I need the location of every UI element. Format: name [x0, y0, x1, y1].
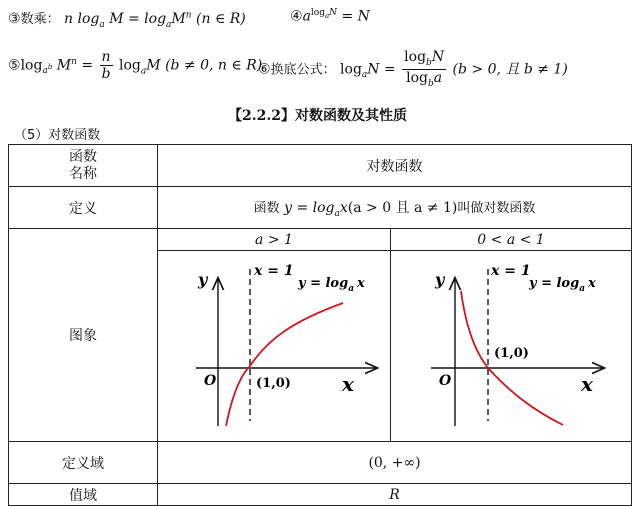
row-label-domain: 定义域	[9, 442, 158, 484]
graph-left	[158, 251, 390, 437]
table-row	[9, 145, 632, 187]
function-label: $y = \log_a x$	[298, 276, 365, 294]
row-label-range: 值域	[9, 484, 158, 506]
log-function-table	[8, 144, 632, 506]
formula-number: ③	[8, 11, 21, 27]
fraction: $\frac{n}{b}$	[101, 49, 111, 82]
origin-label: O	[204, 373, 217, 389]
definition-value: 函数 $y = \log_ax(a > 0$ 且 a ≠ 1)叫做对数函数	[158, 187, 632, 229]
table-row	[9, 484, 632, 506]
function-name-value: 对数函数	[158, 145, 632, 187]
vline-label: x = 1	[491, 263, 531, 279]
case-a-greater-1: a > 1	[158, 229, 391, 251]
formula-label: 数乘：	[20, 12, 60, 27]
point-label: (1,0)	[256, 376, 291, 391]
formula-3: ③数乘： n $\log_a M = \log_aM^n$ (n ∈ R)	[8, 10, 246, 30]
x-label: x	[342, 372, 354, 396]
table-row	[9, 229, 632, 251]
section-heading: 【2.2.2】对数函数及其性质	[228, 108, 407, 124]
vline-label: x = 1	[254, 263, 294, 279]
formula-6: ⑥换底公式： $\log_aN$ = $\frac{\log_bN}{\log_ba}$ (b > 0, 且 b ≠ 1)	[258, 49, 568, 89]
formula-5: $⑤\log_{a^b}$ $M^n$ = $\frac{n}{b}$ $\log_aM$ (b ≠ 0, n ∈ R)	[8, 49, 263, 82]
point-label: (1,0)	[494, 346, 529, 361]
case-a-between-0-1: 0 < a < 1	[391, 229, 632, 251]
table-row	[9, 187, 632, 229]
y-label: y	[435, 270, 445, 289]
table-caption: （5）对数函数	[14, 128, 101, 143]
y-label: y	[198, 270, 208, 289]
row-label-function-name: 函数 名称	[9, 145, 158, 187]
function-label: $y = \log_a x$	[529, 276, 596, 294]
x-label: x	[581, 372, 593, 396]
domain-value: (0, +∞)	[158, 442, 632, 484]
row-label-definition: 定义	[9, 187, 158, 229]
log-curve-increasing	[226, 303, 343, 426]
origin-label: O	[439, 373, 452, 389]
range-value: R	[158, 484, 632, 506]
graph-right	[391, 251, 631, 437]
graph-cell-right	[391, 251, 632, 442]
row-label-graph: 图象	[9, 229, 158, 442]
change-of-base-fraction: $\frac{\log_bN}{\log_ba}$	[404, 49, 445, 89]
table-row	[9, 442, 632, 484]
graph-cell-left	[158, 251, 391, 442]
formula-4: $④a^{log_aN} = N$	[290, 8, 370, 25]
